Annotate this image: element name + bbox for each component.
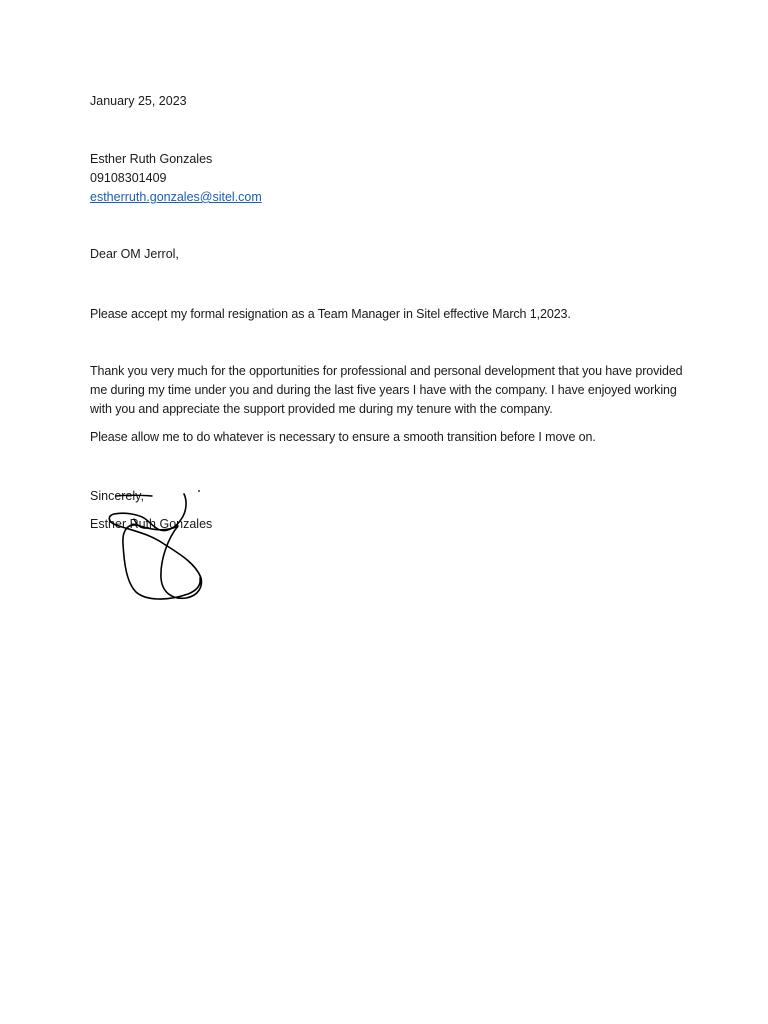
signature-name: Esther Ruth Gonzales [90,517,213,531]
paragraph-transition: Please allow me to do whatever is necessary to ensure a smooth transition before I move on. [90,430,596,444]
sender-name: Esther Ruth Gonzales [90,152,213,166]
paragraph-thanks: Thank you very much for the opportunities for professional and personal development that you have provided me during my time under you and during the last five years I have with the company. I have enjoyed working with you and appreciate the support provided me during my tenure with the company. [90,364,683,416]
sender-phone: 09108301409 [90,171,167,185]
paragraph-resignation: Please accept my formal resignation as a Team Manager in Sitel effective March 1,2023. [90,307,571,321]
signature-icon [104,486,208,604]
closing: Sincerely, [90,489,144,503]
letter-date: January 25, 2023 [90,94,187,108]
sender-email-link[interactable]: estherruth.gonzales@sitel.com [90,190,262,204]
salutation: Dear OM Jerrol, [90,247,179,261]
sender-email [90,188,262,207]
